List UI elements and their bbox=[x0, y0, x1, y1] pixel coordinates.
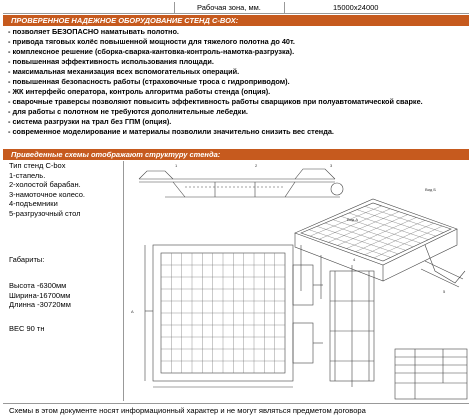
feature-item: - современное моделирование и материалы позволили значительно снизить вес стенда. bbox=[8, 127, 334, 137]
work-zone-value: 15000х24000 bbox=[333, 3, 379, 12]
width-value: Ширина-16700мм bbox=[9, 290, 71, 300]
component-item: 1-стапель. bbox=[9, 170, 46, 180]
isometric-view bbox=[295, 199, 465, 299]
feature-item: - привода тяговых колёс повышенной мощности для тяжелого полотна до 40т. bbox=[8, 37, 295, 47]
component-list bbox=[9, 171, 123, 219]
feature-item: - сварочные траверсы позволяют повысить эффективность работы сварщиков при полуавтоматической сварке. bbox=[8, 97, 423, 107]
feature-item: - для работы с полотном не требуются дополнительные лебедки. bbox=[8, 107, 248, 117]
view-a-rot-label: А bbox=[131, 309, 134, 314]
header-empty-cell bbox=[3, 2, 175, 13]
title-block bbox=[395, 349, 467, 399]
features-list bbox=[8, 27, 466, 138]
schemes-title-bar: Приведенные схемы отображают структуру стенда: bbox=[3, 149, 469, 160]
feature-item: - система разгрузки на трал без ГПМ (опция). bbox=[8, 117, 172, 127]
plan-view bbox=[145, 245, 323, 387]
section-title-bar: ПРОВЕРЕННОЕ НАДЕЖНОЕ ОБОРУДОВАНИЕ СТЕНД С-ВОХ: bbox=[3, 15, 469, 26]
callout-1: 1 bbox=[175, 163, 178, 168]
feature-item: - комплексное решение (сборка-сварка-кантовка-контроль-намотка-разгрузка). bbox=[8, 47, 295, 57]
component-item: 5-разгрузочный стол bbox=[9, 208, 81, 218]
feature-item: - повышенная безопасность работы (страховочные троса с гидроприводом). bbox=[8, 77, 290, 87]
feature-item: - ЖК интерфейс оператора, контроль алгоритма работы стенда (опция). bbox=[8, 87, 271, 97]
callout-5: 5 bbox=[443, 289, 446, 294]
disclaimer-footer: Схемы в этом документе носят информационный характер и не могут являться предметом договора bbox=[3, 403, 469, 418]
callout-4: 4 bbox=[353, 257, 356, 262]
feature-item: - максимальная механизация всех вспомогательных операций. bbox=[8, 67, 240, 77]
work-zone-label: Рабочая зона, мм. bbox=[175, 2, 285, 13]
component-item: 2-холостой барабан. bbox=[9, 180, 81, 190]
dimensions-label: Габариты: bbox=[9, 254, 45, 264]
view-b-label: Вид Б bbox=[425, 187, 436, 192]
work-zone-header-row bbox=[3, 2, 469, 14]
component-item: 3-намоточное колесо. bbox=[9, 189, 85, 199]
view-a-label: Вид А bbox=[347, 217, 359, 222]
callout-3: 3 bbox=[330, 163, 333, 168]
side-elevation-view bbox=[139, 169, 343, 197]
stand-type: Тип стенд С-box bbox=[9, 161, 66, 170]
length-value: Длинна -30720мм bbox=[9, 300, 71, 310]
section-view bbox=[330, 265, 374, 387]
component-item: 4-подъемники bbox=[9, 199, 58, 209]
spec-column bbox=[3, 161, 124, 401]
weight-value: ВЕС 90 тн bbox=[9, 323, 45, 333]
height-value: Высота -6300мм bbox=[9, 281, 67, 291]
feature-item: - позволяет БЕЗОПАСНО наматывать полотно. bbox=[8, 27, 179, 36]
feature-item: - повышенная эффективность использования площади. bbox=[8, 57, 214, 67]
callout-2: 2 bbox=[255, 163, 258, 168]
technical-drawing bbox=[125, 161, 469, 401]
